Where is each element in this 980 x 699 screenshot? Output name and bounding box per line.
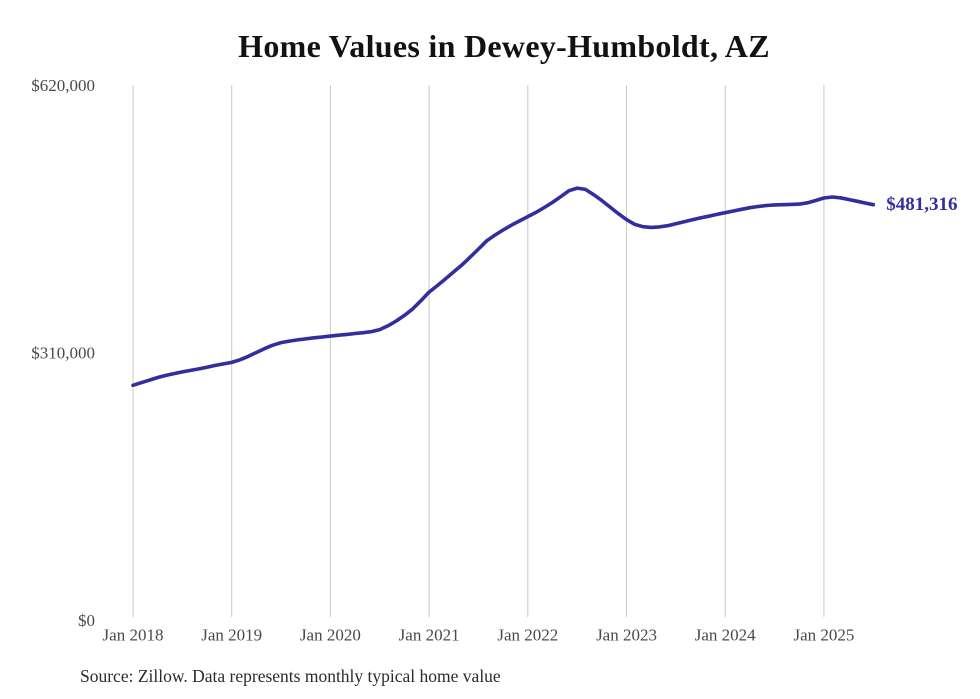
y-axis-label: $0 (78, 611, 95, 630)
source-note: Source: Zillow. Data represents monthly typical home value (80, 666, 501, 686)
chart-title: Home Values in Dewey-Humboldt, AZ (238, 28, 770, 64)
latest-value-label: $481,316 (886, 193, 958, 215)
x-axis-label: Jan 2018 (102, 625, 164, 645)
x-axis-label: Jan 2021 (398, 625, 460, 645)
x-axis-label: Jan 2019 (201, 625, 263, 645)
y-axis-label: $310,000 (31, 343, 95, 363)
x-axis-label: Jan 2020 (299, 625, 361, 645)
x-axis-label: Jan 2022 (497, 625, 559, 645)
x-axis-label: Jan 2024 (694, 625, 756, 645)
x-axis-label: Jan 2025 (793, 625, 855, 645)
x-axis-label: Jan 2023 (596, 625, 657, 645)
home-value-line (133, 188, 873, 385)
y-axis-label: $620,000 (31, 76, 95, 95)
